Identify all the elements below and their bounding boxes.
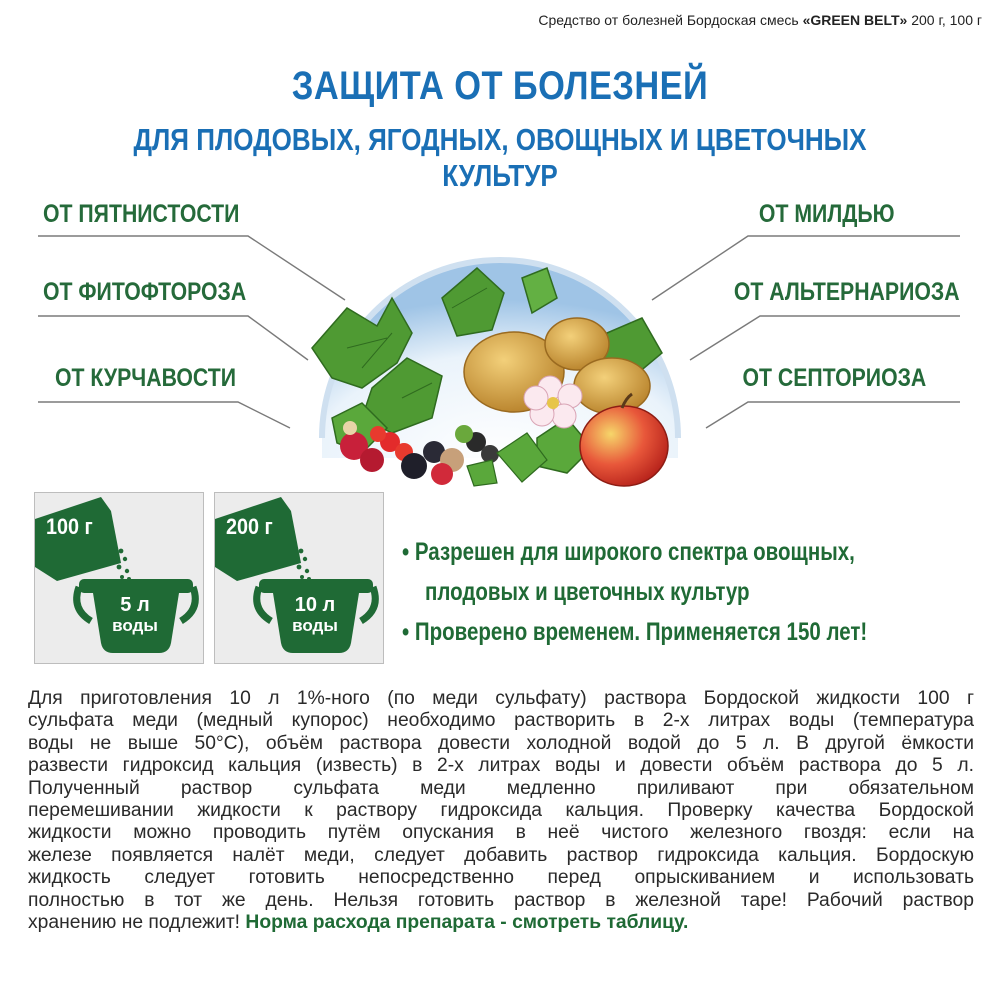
disease-label-left-2: ОТ ФИТОФТОРОЗА bbox=[43, 278, 247, 306]
water-volume-1: 5 л bbox=[120, 594, 150, 616]
instructions-line: железе появляется налёт меди, следует добавить раствор гидроксида кальция. Бордоскую bbox=[28, 844, 974, 866]
water-volume-2: 10 л bbox=[294, 594, 336, 616]
product-line-prefix: Средство от болезней Бордоская смесь bbox=[538, 12, 803, 28]
brand-name: «GREEN BELT» bbox=[802, 12, 908, 28]
water-unit-2: воды bbox=[292, 616, 338, 635]
disease-label-right-2: ОТ АЛЬТЕРНАРИОЗА bbox=[734, 278, 960, 306]
disease-label-right-1: ОТ МИЛДЬЮ bbox=[759, 200, 895, 228]
package-weight-1: 100 г bbox=[46, 514, 93, 539]
bullet-mark: • bbox=[402, 618, 410, 646]
disease-label-left-1: ОТ ПЯТНИСТОСТИ bbox=[43, 200, 240, 228]
product-name-line bbox=[538, 12, 982, 28]
instructions-line: воды не выше 50°С), объём раствора довести холодной водой до 5 л. В другой ёмкости bbox=[28, 732, 974, 754]
fruits-vegetables-illustration bbox=[292, 238, 708, 500]
instructions-line: полностью в тот же день. Нельзя готовить раствор в железной таре! Рабочий раствор bbox=[28, 889, 974, 911]
bullet-2-line-1: Проверено временем. Применяется 150 лет! bbox=[414, 618, 868, 646]
bullet-item-2 bbox=[402, 618, 867, 647]
page-subtitle: ДЛЯ ПЛОДОВЫХ, ЯГОДНЫХ, ОВОЩНЫХ И ЦВЕТОЧНЫХ КУЛЬТУР bbox=[133, 122, 867, 193]
instructions-line: жидкость следует готовить непосредственно перед опрыскиванием и использовать bbox=[28, 867, 974, 889]
instructions-line: развести гидроксид кальция (известь) в 2-х литрах воды и довести объём раствора до 5 л. bbox=[28, 755, 974, 777]
instructions-line: сульфата меди (медный купорос) необходимо растворить в 2-х литрах воды (температура bbox=[28, 710, 974, 732]
instructions-line: жидкости можно проводить путём опускания в неё чистого железного гвоздя: если на bbox=[28, 822, 974, 844]
product-line-suffix: 200 г, 100 г bbox=[907, 12, 982, 28]
disease-label-right-3: ОТ СЕПТОРИОЗА bbox=[742, 364, 926, 392]
instructions-last-line bbox=[28, 912, 974, 934]
instructions-last-plain: хранению не подлежит! bbox=[28, 912, 246, 934]
usage-rate-note: Норма расхода препарата - смотреть таблицу. bbox=[245, 912, 689, 934]
instructions-line: Полученный раствор сульфата меди медленно приливают при обязательном bbox=[28, 777, 974, 799]
bullet-1-line-2: плодовых и цветочных культур bbox=[425, 578, 750, 606]
bullet-1-line-1: Разрешен для широкого спектра овощных, bbox=[414, 538, 855, 566]
page-title: ЗАЩИТА ОТ БОЛЕЗНЕЙ bbox=[291, 64, 709, 108]
instructions-line: Для приготовления 10 л 1%-ного (по меди сульфату) раствора Бордоской жидкости 100 г bbox=[28, 688, 974, 709]
instructions-line: перемешивании жидкости к раствору гидроксида кальция. Проверку качества Бордоской bbox=[28, 800, 974, 822]
bullet-mark: • bbox=[402, 538, 410, 566]
instructions-text bbox=[28, 688, 974, 934]
bullet-item-1 bbox=[402, 538, 855, 567]
package-weight-2: 200 г bbox=[226, 514, 273, 539]
disease-label-left-3: ОТ КУРЧАВОСТИ bbox=[55, 364, 237, 392]
water-unit-1: воды bbox=[112, 616, 158, 635]
